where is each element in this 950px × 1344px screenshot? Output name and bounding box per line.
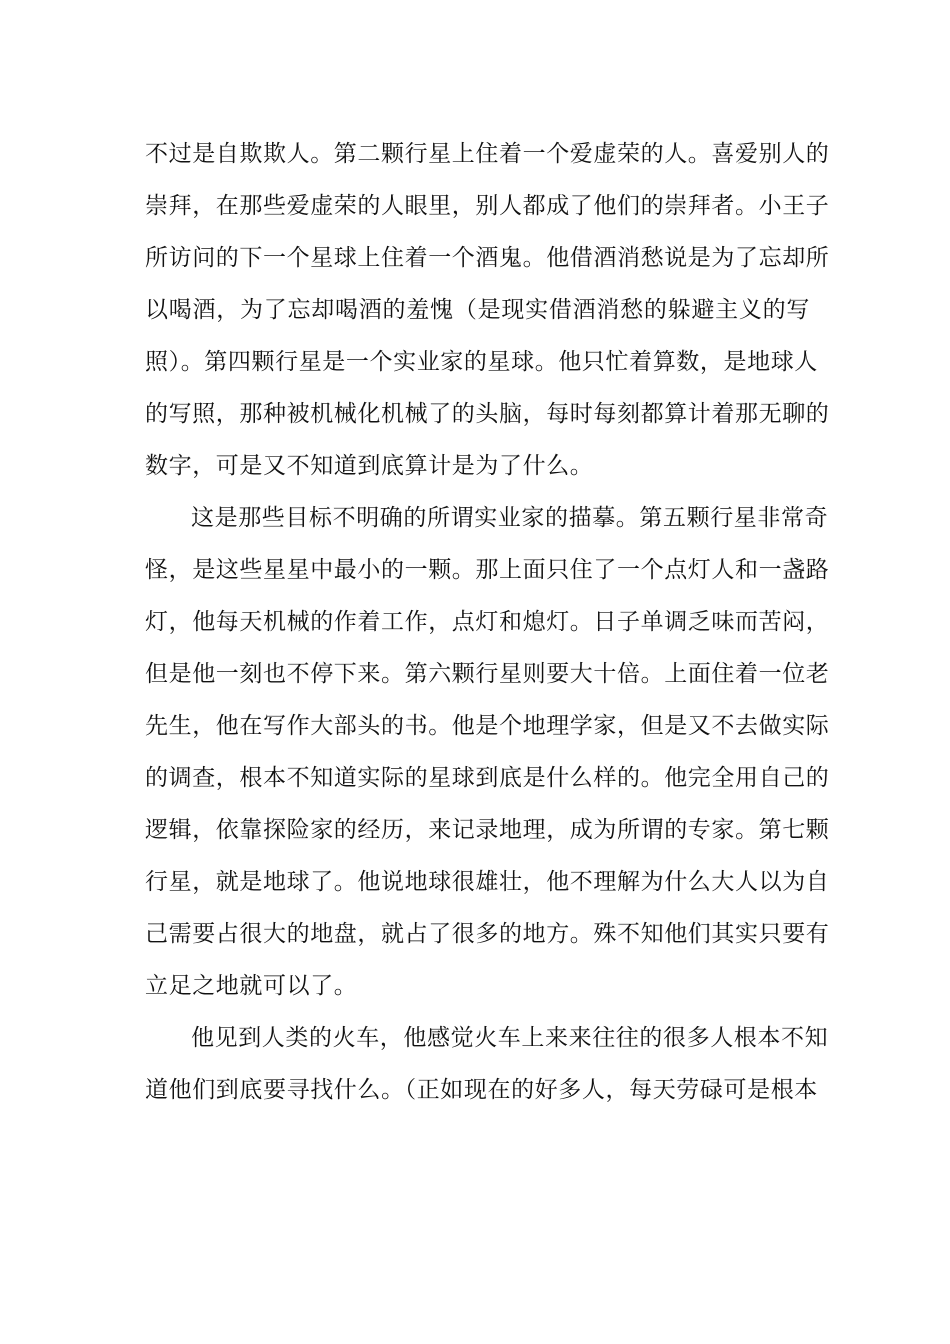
text-line: 先生，他在写作大部头的书。他是个地理学家，但是又不去做实际 xyxy=(145,713,830,739)
text-line: 灯，他每天机械的作着工作，点灯和熄灯。日子单调乏味而苦闷， xyxy=(145,609,830,635)
text-line: 怪，是这些星星中最小的一颗。那上面只住了一个点灯人和一盏路 xyxy=(145,557,830,583)
text-line: 不过是自欺欺人。第二颗行星上住着一个爱虚荣的人。喜爱别人的 xyxy=(145,141,830,167)
text-line: 逻辑，依靠探险家的经历，来记录地理，成为所谓的专家。第七颗 xyxy=(145,817,830,843)
paragraph-3 xyxy=(145,1012,829,1116)
paragraph-1 xyxy=(145,128,830,492)
text-line: 他见到人类的火车，他感觉火车上来来往往的很多人根本不知 xyxy=(191,1025,829,1051)
text-line: 这是那些目标不明确的所谓实业家的描摹。第五颗行星非常奇 xyxy=(191,505,829,531)
text-line: 崇拜，在那些爱虚荣的人眼里，别人都成了他们的崇拜者。小王子 xyxy=(145,193,830,219)
text-line: 的调查，根本不知道实际的星球到底是什么样的。他完全用自己的 xyxy=(145,765,830,791)
text-line: 所访问的下一个星球上住着一个酒鬼。他借酒消愁说是为了忘却所 xyxy=(145,245,830,271)
text-line: 照）。第四颗行星是一个实业家的星球。他只忙着算数，是地球人 xyxy=(145,349,818,375)
text-line: 立足之地就可以了。 xyxy=(145,973,358,999)
document-body xyxy=(145,128,830,1116)
text-line: 数字，可是又不知道到底算计是为了什么。 xyxy=(145,453,594,479)
text-line: 行星，就是地球了。他说地球很雄壮，他不理解为什么大人以为自 xyxy=(145,869,830,895)
paragraph-2 xyxy=(145,492,830,1012)
text-line: 的写照，那种被机械化机械了的头脑，每时每刻都算计着那无聊的 xyxy=(145,401,830,427)
text-line: 但是他一刻也不停下来。第六颗行星则要大十倍。上面住着一位老 xyxy=(145,661,830,687)
text-line: 道他们到底要寻找什么。（正如现在的好多人，每天劳碌可是根本 xyxy=(145,1077,818,1103)
text-line: 己需要占很大的地盘，就占了很多的地方。殊不知他们其实只要有 xyxy=(145,921,830,947)
text-line: 以喝酒，为了忘却喝酒的羞愧（是现实借酒消愁的躲避主义的写 xyxy=(145,297,810,323)
